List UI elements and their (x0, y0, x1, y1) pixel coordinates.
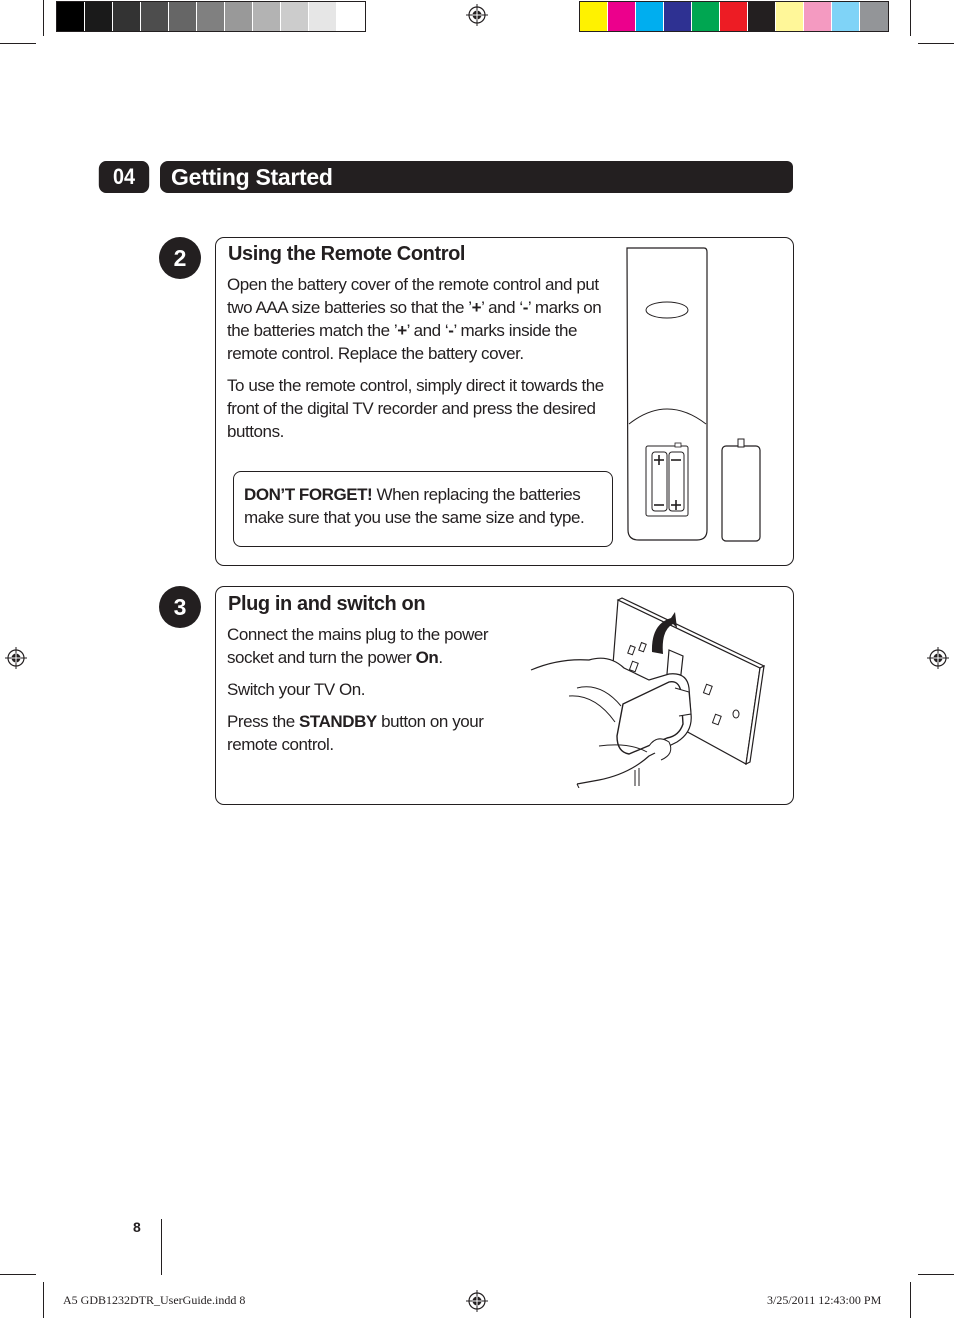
slug-timestamp: 3/25/2011 12:43:00 PM (767, 1293, 882, 1307)
gray-swatch (113, 2, 141, 31)
color-swatch (804, 2, 832, 31)
registration-mark-icon (5, 647, 27, 669)
dont-forget-note (233, 471, 613, 547)
color-swatch (692, 2, 720, 31)
gray-swatch (141, 2, 169, 31)
battery-instructions: Open the battery cover of the remote control and put two AAA size batteries so that the ’+’ and ‘-’ marks on the batteries match the ’+’ and ‘-’ marks inside the remote control. Replace the battery cover. (227, 275, 602, 363)
gray-swatch (57, 2, 85, 31)
gray-swatch (309, 2, 337, 31)
plug-in-title: Plug in and switch on (228, 593, 426, 615)
switch-tv-instruction: Switch your TV On. (227, 680, 366, 699)
chapter-number: 04 (99, 161, 149, 193)
chapter-header-bar (160, 161, 793, 193)
color-swatch (636, 2, 664, 31)
color-swatch (720, 2, 748, 31)
registration-mark-icon (466, 1290, 488, 1312)
gray-swatch (337, 2, 365, 31)
gray-swatch (169, 2, 197, 31)
step-2-badge: 2 (159, 237, 201, 279)
step-3-badge: 3 (159, 586, 201, 628)
remote-control-title: Using the Remote Control (228, 243, 466, 265)
slug-filename: A5 GDB1232DTR_UserGuide.indd 8 (63, 1293, 246, 1307)
gray-swatch (281, 2, 309, 31)
gray-scale-bar (56, 1, 366, 32)
note-label: DON’T FORGET! (244, 485, 373, 504)
color-swatch (832, 2, 860, 31)
registration-mark-icon (927, 647, 949, 669)
chapter-title: Getting Started (171, 164, 333, 190)
gray-swatch (85, 2, 113, 31)
color-swatch (608, 2, 636, 31)
remote-control-instructions (227, 273, 622, 452)
standby-instruction: Press the STANDBY button on your remote control. (227, 712, 484, 754)
gray-swatch (253, 2, 281, 31)
connect-instruction: Connect the mains plug to the power socket and turn the power On. (227, 625, 489, 667)
color-swatch (580, 2, 608, 31)
plug-socket-illustration (529, 596, 765, 788)
gray-swatch (197, 2, 225, 31)
page-number: 8 (133, 1219, 141, 1235)
gray-swatch (225, 2, 253, 31)
color-bar (579, 1, 889, 32)
note-text: When replacing the batteries make sure that you use the same size and type. (244, 485, 585, 527)
color-swatch (860, 2, 888, 31)
color-swatch (776, 2, 804, 31)
color-swatch (748, 2, 776, 31)
footer-divider (161, 1219, 162, 1275)
plug-in-instructions (227, 623, 517, 765)
usage-instructions: To use the remote control, simply direct it towards the front of the digital TV recorder and press the desired buttons. (227, 376, 604, 441)
color-swatch (664, 2, 692, 31)
registration-mark-icon (466, 4, 488, 26)
remote-control-illustration (623, 244, 768, 548)
